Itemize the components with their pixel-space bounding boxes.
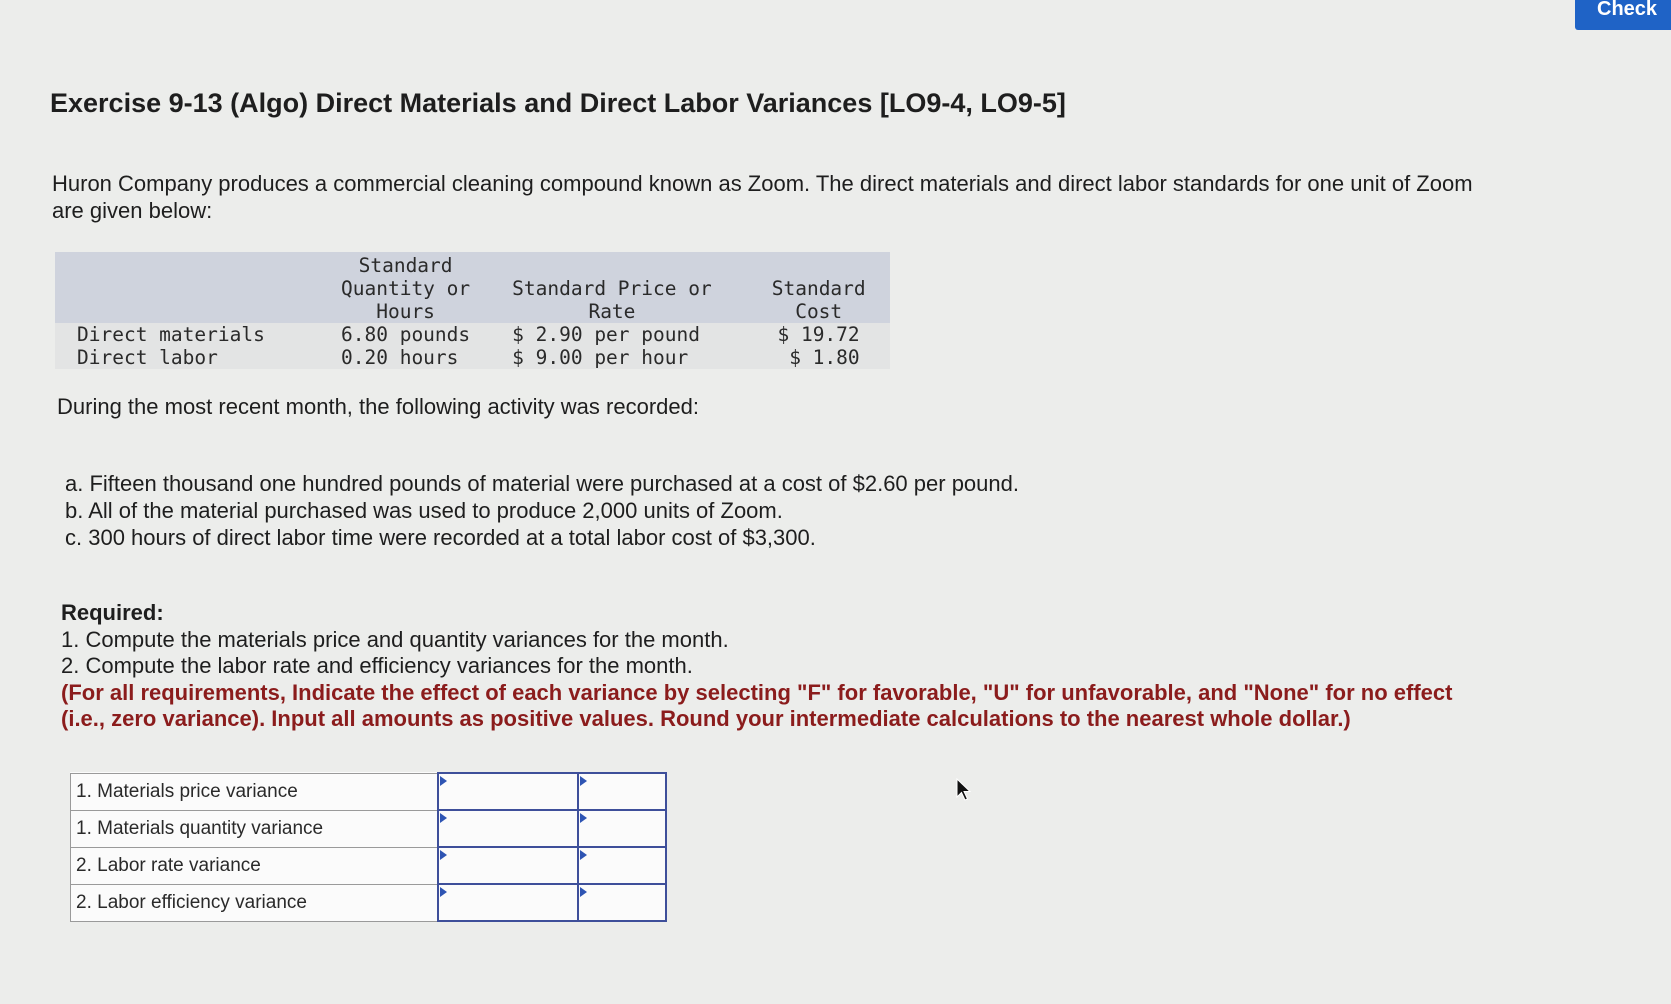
amount-input[interactable] xyxy=(438,810,578,847)
activity-item-b: b. All of the material purchased was used to produce 2,000 units of Zoom. xyxy=(65,498,783,523)
input-marker-icon xyxy=(440,776,447,786)
row-label: Direct labor xyxy=(55,346,329,369)
row-quantity: 0.20 hours xyxy=(329,346,482,369)
effect-select[interactable] xyxy=(578,810,666,847)
standards-header-row xyxy=(55,252,890,323)
during-text: During the most recent month, the following activity was recorded: xyxy=(57,394,699,419)
intro-text: Huron Company produces a commercial cleaning compound known as Zoom. The direct materials and direct labor standards for one unit of Zoom are given below: xyxy=(52,171,1473,223)
row-quantity: 6.80 pounds xyxy=(329,323,482,346)
answer-row-label: 1. Materials quantity variance xyxy=(71,810,439,847)
check-button[interactable]: Check xyxy=(1575,0,1671,30)
required-item-1: 1. Compute the materials price and quantity variances for the month. xyxy=(61,626,729,652)
amount-input[interactable] xyxy=(438,884,578,921)
answer-table xyxy=(70,772,667,922)
header-quantity-line2: Quantity or xyxy=(341,277,471,300)
answer-row-materials-quantity xyxy=(71,810,667,847)
amount-field[interactable] xyxy=(439,773,581,810)
exercise-title: Exercise 9-13 (Algo) Direct Materials and Direct Labor Variances [LO9-4, LO9-5] xyxy=(50,88,1066,118)
select-marker-icon xyxy=(580,813,587,823)
answer-row-label: 2. Labor efficiency variance xyxy=(71,884,439,921)
required-instructions: (For all requirements, Indicate the effect of each variance by selecting "F" for favorable, "U" for unfavorable, and "None" for no effect (i.e., zero variance). Input all amounts as positive values. Round your intermediate calculations to the nearest whole dollar.) xyxy=(61,679,1453,731)
select-marker-icon xyxy=(580,850,587,860)
standards-row-labor xyxy=(55,346,890,369)
header-blank xyxy=(55,252,329,323)
header-cost xyxy=(742,252,890,323)
amount-field[interactable] xyxy=(439,810,581,847)
input-marker-icon xyxy=(440,850,447,860)
activity-item-c: c. 300 hours of direct labor time were recorded at a total labor cost of $3,300. xyxy=(65,525,816,550)
standards-row-materials xyxy=(55,323,890,346)
required-item-2: 2. Compute the labor rate and efficiency variances for the month. xyxy=(61,653,693,678)
required-heading: Required: xyxy=(61,600,164,625)
header-price-line2: Rate xyxy=(588,300,636,323)
activity-list xyxy=(65,470,1019,551)
answer-row-label: 1. Materials price variance xyxy=(71,773,439,810)
select-marker-icon xyxy=(580,887,587,897)
standards-table xyxy=(55,252,890,369)
row-price: $ 9.00 per hour xyxy=(482,346,742,369)
effect-select[interactable] xyxy=(578,884,666,921)
mouse-pointer-icon xyxy=(956,778,974,804)
header-cost-line1: Standard xyxy=(771,277,866,300)
row-price: $ 2.90 per pound xyxy=(482,323,742,346)
header-quantity-line3: Hours xyxy=(376,300,435,323)
activity-item-a: a. Fifteen thousand one hundred pounds of material were purchased at a cost of $2.60 per pound. xyxy=(65,471,1019,496)
input-marker-icon xyxy=(440,813,447,823)
amount-field[interactable] xyxy=(439,884,581,921)
row-cost: $ 1.80 xyxy=(742,346,890,369)
answer-row-labor-rate xyxy=(71,847,667,884)
answer-row-label: 2. Labor rate variance xyxy=(71,847,439,884)
header-price-line1: Standard Price or xyxy=(512,277,712,300)
effect-select[interactable] xyxy=(578,847,666,884)
header-quantity xyxy=(329,252,482,323)
header-price xyxy=(482,252,742,323)
amount-input[interactable] xyxy=(438,773,578,810)
amount-input[interactable] xyxy=(438,847,578,884)
row-label: Direct materials xyxy=(55,323,329,346)
row-cost: $ 19.72 xyxy=(742,323,890,346)
select-marker-icon xyxy=(580,776,587,786)
header-quantity-line1: Standard xyxy=(358,254,453,277)
header-cost-line2: Cost xyxy=(795,300,843,323)
required-section xyxy=(61,600,1501,733)
input-marker-icon xyxy=(440,887,447,897)
effect-select[interactable] xyxy=(578,773,666,810)
answer-row-labor-efficiency xyxy=(71,884,667,921)
amount-field[interactable] xyxy=(439,847,581,884)
answer-row-materials-price xyxy=(71,773,667,810)
